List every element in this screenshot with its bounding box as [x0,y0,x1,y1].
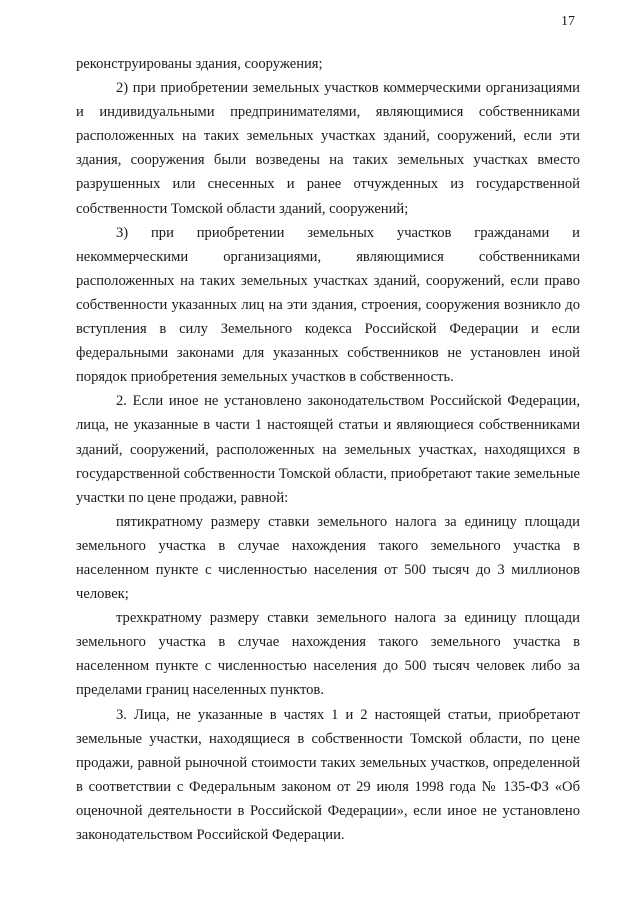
paragraph-price-threefold: трехкратному размеру ставки земельного налога за единицу площади земельного участка в случае нахождения такого земельного участка в населенном пункте с численностью населения до 500 тысяч человек либо за пределами границ населенных пунктов. [76,610,580,699]
page-number: 17 [561,14,575,29]
paragraph-part-3: 3. Лица, не указанные в частях 1 и 2 настоящей статьи, приобретают земельные участки, находящиеся в собственности Томской области, по цене продажи, равной рыночной стоимости таких земельных участков, определенной в соответствии с Федеральным законом от 29 июля 1998 года № 135-ФЗ «Об оценочной деятельности в Российской Федерации», если иное не установлено законодательством Российской Федерации. [76,706,580,843]
document-body [76,52,580,847]
paragraph-continuation: реконструированы здания, сооружения; [76,56,323,72]
paragraph-part-2: 2. Если иное не установлено законодательством Российской Федерации, лица, не указанные в части 1 настоящей статьи и являющиеся собственниками зданий, сооружений, расположенных на земельных участках, находящихся в государственной собственности Томской области, приобретают такие земельные участки по цене продажи, равной: [76,393,580,506]
paragraph-price-fivefold: пятикратному размеру ставки земельного налога за единицу площади земельного участка в случае нахождения такого земельного участка в населенном пункте с численностью населения от 500 тысяч до 3 миллионов человек; [76,513,580,603]
paragraph-item-2: 2) при приобретении земельных участков коммерческими организациями и индивидуальными предпринимателями, являющимися собственниками расположенных на таких земельных участках зданий, сооружений, если эти здания, сооружения были возведены на таких земельных участках вместо разрушенных или снесенных и ранее отчужденных из государственной собственности Томской области зданий, сооружений; [76,80,580,217]
paragraph-item-3: 3) при приобретении земельных участков гражданами и некоммерческими организациями, являющимися собственниками расположенных на таких земельных участках зданий, сооружений, если право собственности указанных лиц на эти здания, строения, сооружения возникло до вступления в силу Земельного кодекса Российской Федерации и если федеральными законами для указанных собственников не установлен иной порядок приобретения земельных участков в собственность. [76,224,580,386]
